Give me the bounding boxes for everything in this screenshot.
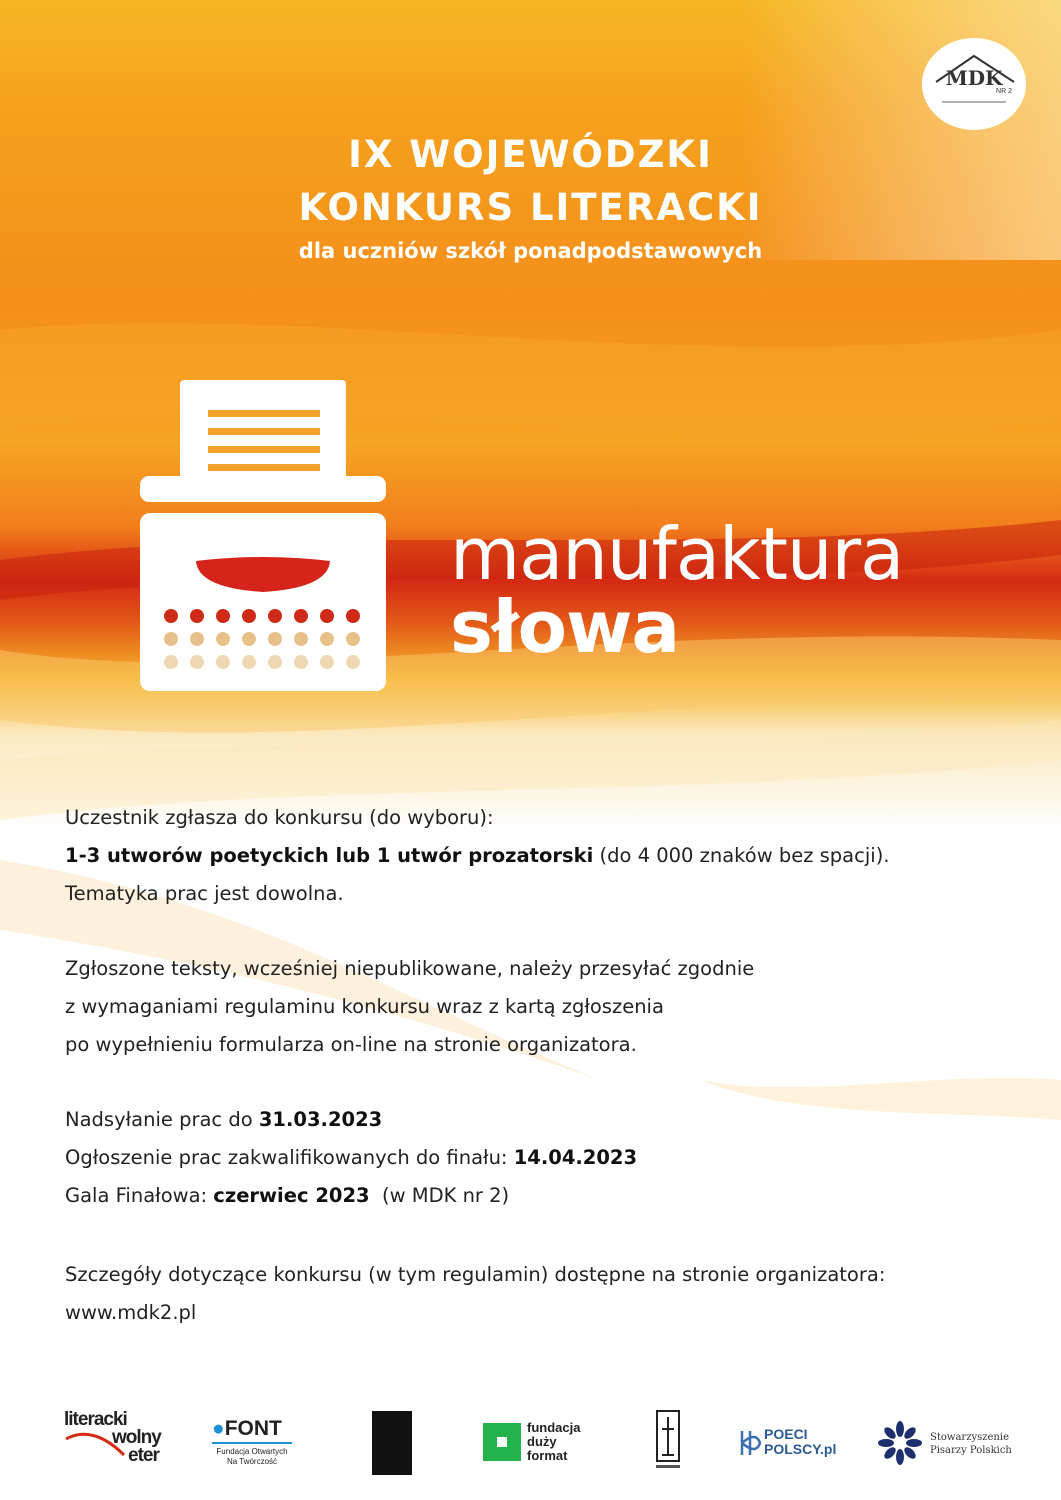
gala-label: Gala Finałowa:	[65, 1184, 214, 1207]
sponsor-font-sub1: Fundacja Otwartych	[216, 1447, 288, 1456]
dot-icon: ●	[212, 1417, 225, 1440]
spp-line-1: Stowarzyszenie	[930, 1432, 1009, 1443]
sponsor-black-logo[interactable]	[372, 1411, 412, 1475]
star-burst-icon	[878, 1421, 922, 1465]
rules-works-bold: 1-3 utworów poetyckich lub 1 utwór prozatorski	[65, 844, 594, 867]
mdk-logo[interactable]	[922, 38, 1026, 130]
gala-value: czerwiec 2023	[213, 1184, 370, 1207]
mdk-logo-nr: NR 2	[996, 88, 1012, 95]
typewriter-icon	[138, 378, 388, 693]
sponsor-font[interactable]	[212, 1418, 302, 1468]
title-line-2: KONKURS LITERACKI	[298, 186, 763, 229]
rules-line-3: Tematyka prac jest dowolna.	[65, 882, 344, 905]
website-link[interactable]: www.mdk2.pl	[65, 1301, 197, 1324]
rules-line-1: Uczestnik zgłasza do konkursu (do wyboru):	[65, 806, 494, 829]
finalists-label: Ogłoszenie prac zakwalifikowanych do finału:	[65, 1146, 514, 1169]
duzy-line-1: fundacja	[527, 1420, 581, 1435]
sponsors-footer	[0, 1385, 1061, 1500]
submission-line-1: Zgłoszone teksty, wcześniej niepublikowane, należy przesyłać zgodnie	[65, 957, 755, 980]
sponsor-fundacja-duzy-format[interactable]	[483, 1421, 583, 1465]
deadline-line	[65, 1101, 1005, 1139]
duzy-line-3: format	[527, 1448, 568, 1463]
rules-paragraph	[65, 799, 1005, 913]
font-underline	[212, 1442, 292, 1444]
submission-line-2: z wymaganiami regulaminu konkursu wraz z kartą zgłoszenia	[65, 995, 664, 1018]
finalists-line	[65, 1139, 1005, 1177]
deadline-label: Nadsyłanie prac do	[65, 1108, 259, 1131]
dates-paragraph	[65, 1101, 1005, 1215]
sponsor-literacki-wolny-eter[interactable]	[64, 1411, 174, 1471]
sponsor-literacki-3: eter	[128, 1445, 159, 1466]
sponsor-font-label: FONT	[224, 1417, 282, 1440]
rules-line-2	[65, 837, 1005, 875]
wave-icon	[64, 1411, 174, 1471]
subtitle: dla uczniów szkół ponadpodstawowych	[298, 239, 763, 263]
sponsor-font-name	[212, 1418, 302, 1440]
gala-line	[65, 1177, 1005, 1215]
finalists-value: 14.04.2023	[513, 1146, 638, 1169]
submission-paragraph	[65, 950, 1005, 1064]
sponsor-literacki-1: literacki	[64, 1409, 127, 1430]
poeci-line-2: POLSCY.pl	[764, 1441, 837, 1457]
details-line: Szczegóły dotyczące konkursu (w tym regulamin) dostępne na stronie organizatora:	[65, 1263, 886, 1286]
poeci-line-1: POECI	[764, 1426, 808, 1442]
green-square-icon	[483, 1423, 521, 1461]
submission-line-3: po wypełnieniu formularza on-line na stronie organizatora.	[65, 1033, 637, 1056]
brand-line-2: słowa	[450, 585, 680, 669]
gala-place: (w MDK nr 2)	[369, 1184, 510, 1207]
details-paragraph	[65, 1256, 1005, 1332]
church-icon	[652, 1409, 684, 1475]
title-line-1: IX WOJEWÓDZKI	[348, 133, 713, 176]
sponsor-font-sub2: Na Twórczość	[226, 1457, 278, 1466]
sponsor-literacki-2: wolny	[112, 1427, 161, 1448]
sponsor-stowarzyszenie-pisarzy[interactable]	[878, 1421, 1018, 1465]
rules-works-limit: (do 4 000 znaków bez spacji).	[593, 844, 890, 867]
duzy-line-2: duży	[527, 1434, 557, 1449]
poeci-icon	[736, 1427, 764, 1459]
sponsor-church-logo[interactable]	[652, 1409, 684, 1475]
spp-line-2: Pisarzy Polskich	[930, 1445, 1012, 1456]
deadline-value: 31.03.2023	[258, 1108, 383, 1131]
sponsor-poeci-polscy[interactable]	[736, 1427, 846, 1463]
brand-line-1: manufaktura	[450, 512, 904, 596]
mdk-logo-text: MDK	[945, 66, 1003, 90]
